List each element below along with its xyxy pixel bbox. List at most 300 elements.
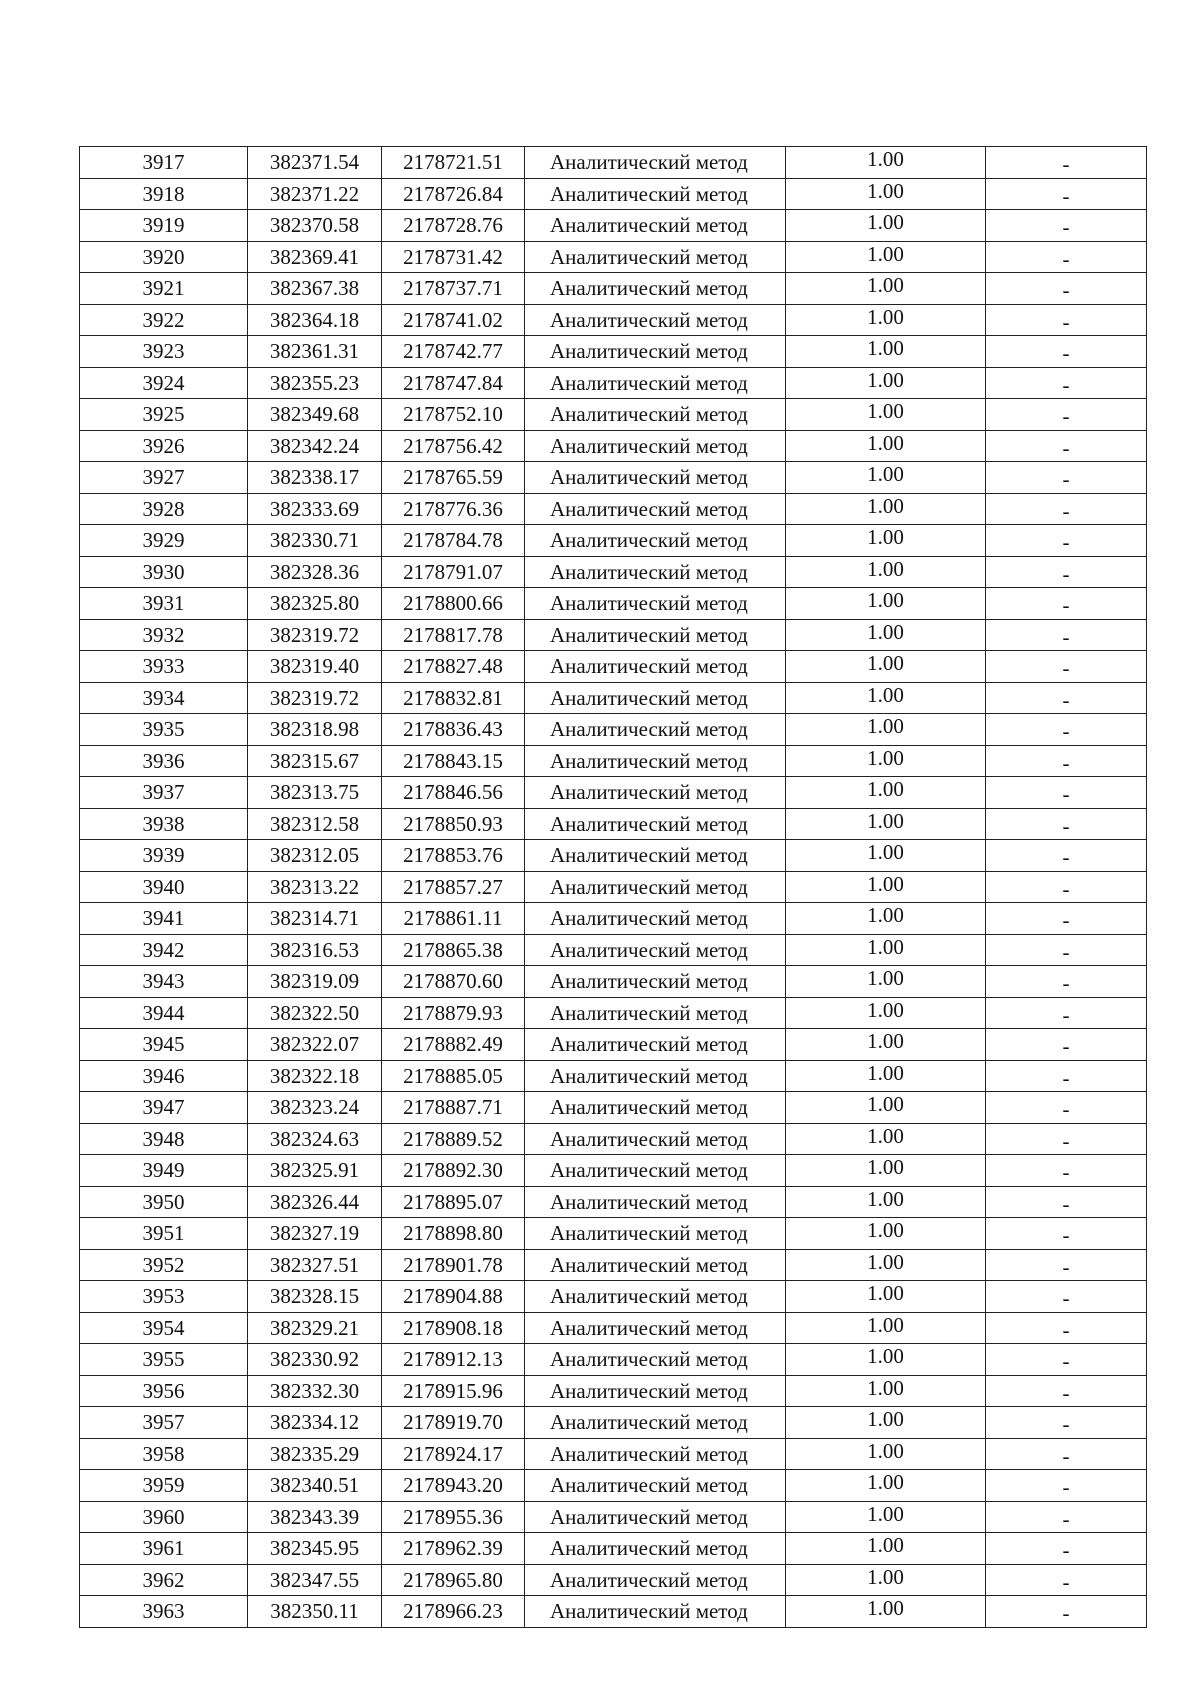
table-row	[80, 903, 1147, 935]
point-number-text: 3954	[142, 1315, 185, 1340]
accuracy-text: 1.00	[867, 871, 904, 896]
y-coordinate-cell	[382, 588, 525, 620]
x-coordinate-text: 382355.23	[269, 370, 360, 395]
y-coordinate-text: 2178892.30	[403, 1158, 503, 1183]
description-text: -	[1062, 1380, 1070, 1405]
x-coordinate-cell	[248, 210, 382, 242]
table-row	[80, 1407, 1147, 1439]
method-cell	[525, 1155, 786, 1187]
accuracy-text: 1.00	[867, 903, 904, 928]
x-coordinate-cell	[248, 934, 382, 966]
y-coordinate-cell	[382, 682, 525, 714]
description-cell	[986, 1249, 1147, 1281]
point-number-text: 3928	[142, 496, 185, 521]
x-coordinate-cell	[248, 1218, 382, 1250]
accuracy-cell	[786, 1060, 986, 1092]
method-cell	[525, 1564, 786, 1596]
point-number-text: 3940	[142, 874, 185, 899]
x-coordinate-cell	[248, 777, 382, 809]
table-row	[80, 1218, 1147, 1250]
x-coordinate-text: 382335.29	[269, 1441, 360, 1466]
y-coordinate-cell	[382, 1470, 525, 1502]
table-row	[80, 462, 1147, 494]
point-number-cell	[80, 903, 248, 935]
x-coordinate-cell	[248, 1123, 382, 1155]
point-number-text: 3958	[142, 1441, 185, 1466]
accuracy-text: 1.00	[867, 1596, 904, 1621]
accuracy-text: 1.00	[867, 556, 904, 581]
accuracy-cell	[786, 1186, 986, 1218]
table-row	[80, 777, 1147, 809]
point-number-cell	[80, 1596, 248, 1628]
accuracy-cell	[786, 462, 986, 494]
y-coordinate-text: 2178924.17	[403, 1441, 503, 1466]
x-coordinate-text: 382313.22	[269, 874, 360, 899]
point-number-cell	[80, 714, 248, 746]
accuracy-cell	[786, 714, 986, 746]
accuracy-text: 1.00	[867, 619, 904, 644]
description-cell	[986, 1186, 1147, 1218]
description-text: -	[1062, 530, 1070, 555]
description-text: -	[1062, 593, 1070, 618]
point-number-cell	[80, 1312, 248, 1344]
y-coordinate-text: 2178784.78	[403, 528, 503, 553]
method-cell	[525, 1375, 786, 1407]
y-coordinate-text: 2178791.07	[403, 559, 503, 584]
point-number-text: 3932	[142, 622, 185, 647]
description-cell	[986, 588, 1147, 620]
point-number-text: 3947	[142, 1095, 185, 1120]
y-coordinate-cell	[382, 1249, 525, 1281]
method-cell	[525, 1344, 786, 1376]
point-number-cell	[80, 1092, 248, 1124]
description-text: -	[1062, 1538, 1070, 1563]
description-text: -	[1062, 1349, 1070, 1374]
point-number-cell	[80, 462, 248, 494]
point-number-cell	[80, 493, 248, 525]
method-text: Аналитический метод	[550, 591, 748, 616]
point-number-text: 3959	[142, 1473, 185, 1498]
description-text: -	[1062, 782, 1070, 807]
point-number-cell	[80, 777, 248, 809]
method-cell	[525, 997, 786, 1029]
table-row	[80, 367, 1147, 399]
x-coordinate-text: 382338.17	[269, 465, 360, 490]
description-cell	[986, 651, 1147, 683]
point-number-text: 3917	[142, 150, 185, 175]
method-cell	[525, 1438, 786, 1470]
description-cell	[986, 745, 1147, 777]
accuracy-cell	[786, 966, 986, 998]
point-number-text: 3948	[142, 1126, 185, 1151]
method-text: Аналитический метод	[550, 1221, 748, 1246]
description-text: -	[1062, 215, 1070, 240]
accuracy-cell	[786, 1344, 986, 1376]
accuracy-cell	[786, 808, 986, 840]
method-cell	[525, 430, 786, 462]
x-coordinate-cell	[248, 1155, 382, 1187]
accuracy-cell	[786, 1407, 986, 1439]
point-number-cell	[80, 399, 248, 431]
y-coordinate-cell	[382, 210, 525, 242]
y-coordinate-text: 2178817.78	[403, 622, 503, 647]
method-text: Аналитический метод	[550, 1000, 748, 1025]
description-cell	[986, 966, 1147, 998]
y-coordinate-cell	[382, 1407, 525, 1439]
table-row	[80, 493, 1147, 525]
x-coordinate-text: 382371.54	[269, 150, 360, 175]
x-coordinate-text: 382333.69	[269, 496, 360, 521]
table-row	[80, 997, 1147, 1029]
x-coordinate-cell	[248, 336, 382, 368]
y-coordinate-cell	[382, 1344, 525, 1376]
accuracy-cell	[786, 1218, 986, 1250]
method-cell	[525, 934, 786, 966]
x-coordinate-text: 382319.72	[269, 685, 360, 710]
method-cell	[525, 147, 786, 179]
description-text: -	[1062, 183, 1070, 208]
point-number-text: 3920	[142, 244, 185, 269]
method-cell	[525, 1312, 786, 1344]
method-cell	[525, 1533, 786, 1565]
method-text: Аналитический метод	[550, 181, 748, 206]
y-coordinate-text: 2178943.20	[403, 1473, 503, 1498]
x-coordinate-text: 382371.22	[269, 181, 360, 206]
description-text: -	[1062, 467, 1070, 492]
point-number-text: 3923	[142, 339, 185, 364]
method-text: Аналитический метод	[550, 1158, 748, 1183]
x-coordinate-text: 382330.92	[269, 1347, 360, 1372]
y-coordinate-cell	[382, 1375, 525, 1407]
description-text: -	[1062, 656, 1070, 681]
description-text: -	[1062, 1160, 1070, 1185]
y-coordinate-text: 2178887.71	[403, 1095, 503, 1120]
description-cell	[986, 1123, 1147, 1155]
method-cell	[525, 1186, 786, 1218]
method-text: Аналитический метод	[550, 1063, 748, 1088]
y-coordinate-cell	[382, 493, 525, 525]
method-cell	[525, 808, 786, 840]
y-coordinate-text: 2178742.77	[403, 339, 503, 364]
accuracy-text: 1.00	[867, 1060, 904, 1085]
method-cell	[525, 871, 786, 903]
description-cell	[986, 336, 1147, 368]
method-text: Аналитический метод	[550, 1347, 748, 1372]
accuracy-cell	[786, 1281, 986, 1313]
y-coordinate-text: 2178846.56	[403, 780, 503, 805]
x-coordinate-text: 382361.31	[269, 339, 360, 364]
point-number-cell	[80, 556, 248, 588]
method-cell	[525, 178, 786, 210]
point-number-cell	[80, 1029, 248, 1061]
y-coordinate-cell	[382, 997, 525, 1029]
method-text: Аналитический метод	[550, 339, 748, 364]
coordinates-table-body	[80, 147, 1147, 1628]
x-coordinate-cell	[248, 1186, 382, 1218]
point-number-cell	[80, 1501, 248, 1533]
point-number-cell	[80, 588, 248, 620]
point-number-cell	[80, 1123, 248, 1155]
point-number-text: 3921	[142, 276, 185, 301]
y-coordinate-cell	[382, 336, 525, 368]
x-coordinate-cell	[248, 525, 382, 557]
y-coordinate-text: 2178865.38	[403, 937, 503, 962]
point-number-cell	[80, 1186, 248, 1218]
x-coordinate-cell	[248, 1596, 382, 1628]
description-text: -	[1062, 908, 1070, 933]
point-number-text: 3955	[142, 1347, 185, 1372]
accuracy-cell	[786, 997, 986, 1029]
point-number-text: 3933	[142, 654, 185, 679]
x-coordinate-cell	[248, 304, 382, 336]
accuracy-cell	[786, 588, 986, 620]
table-row	[80, 619, 1147, 651]
x-coordinate-text: 382332.30	[269, 1378, 360, 1403]
description-text: -	[1062, 971, 1070, 996]
x-coordinate-text: 382325.80	[269, 591, 360, 616]
y-coordinate-text: 2178776.36	[403, 496, 503, 521]
accuracy-text: 1.00	[867, 1281, 904, 1306]
y-coordinate-cell	[382, 808, 525, 840]
accuracy-cell	[786, 556, 986, 588]
y-coordinate-cell	[382, 1123, 525, 1155]
accuracy-text: 1.00	[867, 178, 904, 203]
point-number-cell	[80, 871, 248, 903]
y-coordinate-cell	[382, 619, 525, 651]
method-cell	[525, 1407, 786, 1439]
accuracy-text: 1.00	[867, 1249, 904, 1274]
point-number-text: 3936	[142, 748, 185, 773]
x-coordinate-text: 382329.21	[269, 1315, 360, 1340]
point-number-text: 3952	[142, 1252, 185, 1277]
point-number-text: 3930	[142, 559, 185, 584]
accuracy-text: 1.00	[867, 525, 904, 550]
y-coordinate-text: 2178843.15	[403, 748, 503, 773]
accuracy-cell	[786, 147, 986, 179]
description-text: -	[1062, 341, 1070, 366]
y-coordinate-cell	[382, 273, 525, 305]
accuracy-cell	[786, 241, 986, 273]
method-text: Аналитический метод	[550, 528, 748, 553]
description-cell	[986, 273, 1147, 305]
description-text: -	[1062, 498, 1070, 523]
point-number-cell	[80, 808, 248, 840]
accuracy-text: 1.00	[867, 714, 904, 739]
accuracy-text: 1.00	[867, 1438, 904, 1463]
x-coordinate-text: 382328.15	[269, 1284, 360, 1309]
point-number-text: 3960	[142, 1504, 185, 1529]
y-coordinate-cell	[382, 1281, 525, 1313]
x-coordinate-text: 382324.63	[269, 1126, 360, 1151]
accuracy-text: 1.00	[867, 588, 904, 613]
y-coordinate-cell	[382, 1438, 525, 1470]
table-row	[80, 556, 1147, 588]
y-coordinate-cell	[382, 525, 525, 557]
description-cell	[986, 493, 1147, 525]
accuracy-cell	[786, 273, 986, 305]
description-text: -	[1062, 309, 1070, 334]
table-row	[80, 871, 1147, 903]
accuracy-text: 1.00	[867, 493, 904, 518]
y-coordinate-cell	[382, 147, 525, 179]
description-text: -	[1062, 278, 1070, 303]
method-cell	[525, 399, 786, 431]
x-coordinate-text: 382327.19	[269, 1221, 360, 1246]
y-coordinate-text: 2178737.71	[403, 276, 503, 301]
x-coordinate-text: 382314.71	[269, 906, 360, 931]
method-cell	[525, 714, 786, 746]
point-number-text: 3953	[142, 1284, 185, 1309]
y-coordinate-text: 2178728.76	[403, 213, 503, 238]
x-coordinate-cell	[248, 1407, 382, 1439]
method-cell	[525, 966, 786, 998]
method-cell	[525, 1029, 786, 1061]
table-row	[80, 1596, 1147, 1628]
y-coordinate-text: 2178889.52	[403, 1126, 503, 1151]
x-coordinate-cell	[248, 1249, 382, 1281]
accuracy-text: 1.00	[867, 273, 904, 298]
table-row	[80, 1438, 1147, 1470]
y-coordinate-text: 2178756.42	[403, 433, 503, 458]
accuracy-text: 1.00	[867, 1155, 904, 1180]
y-coordinate-cell	[382, 871, 525, 903]
accuracy-cell	[786, 1470, 986, 1502]
point-number-cell	[80, 304, 248, 336]
method-text: Аналитический метод	[550, 843, 748, 868]
method-cell	[525, 462, 786, 494]
description-cell	[986, 1438, 1147, 1470]
x-coordinate-cell	[248, 966, 382, 998]
method-cell	[525, 1092, 786, 1124]
method-text: Аналитический метод	[550, 780, 748, 805]
method-text: Аналитический метод	[550, 622, 748, 647]
x-coordinate-text: 382319.40	[269, 654, 360, 679]
accuracy-text: 1.00	[867, 1533, 904, 1558]
method-cell	[525, 304, 786, 336]
accuracy-cell	[786, 493, 986, 525]
method-text: Аналитический метод	[550, 1284, 748, 1309]
y-coordinate-text: 2178747.84	[403, 370, 503, 395]
y-coordinate-text: 2178965.80	[403, 1567, 503, 1592]
description-text: -	[1062, 1317, 1070, 1342]
y-coordinate-cell	[382, 777, 525, 809]
point-number-cell	[80, 1060, 248, 1092]
method-text: Аналитический метод	[550, 213, 748, 238]
description-cell	[986, 840, 1147, 872]
accuracy-cell	[786, 178, 986, 210]
x-coordinate-cell	[248, 1375, 382, 1407]
point-number-cell	[80, 525, 248, 557]
point-number-text: 3926	[142, 433, 185, 458]
x-coordinate-cell	[248, 619, 382, 651]
table-row	[80, 525, 1147, 557]
y-coordinate-text: 2178901.78	[403, 1252, 503, 1277]
method-text: Аналитический метод	[550, 1504, 748, 1529]
point-number-text: 3934	[142, 685, 185, 710]
method-text: Аналитический метод	[550, 1599, 748, 1624]
x-coordinate-cell	[248, 903, 382, 935]
y-coordinate-text: 2178721.51	[403, 150, 503, 175]
table-row	[80, 934, 1147, 966]
y-coordinate-text: 2178765.59	[403, 465, 503, 490]
method-text: Аналитический метод	[550, 465, 748, 490]
method-cell	[525, 1123, 786, 1155]
accuracy-text: 1.00	[867, 210, 904, 235]
description-text: -	[1062, 1569, 1070, 1594]
description-cell	[986, 1155, 1147, 1187]
x-coordinate-cell	[248, 808, 382, 840]
point-number-text: 3929	[142, 528, 185, 553]
point-number-text: 3927	[142, 465, 185, 490]
y-coordinate-text: 2178904.88	[403, 1284, 503, 1309]
table-row	[80, 304, 1147, 336]
point-number-cell	[80, 934, 248, 966]
method-cell	[525, 1218, 786, 1250]
accuracy-text: 1.00	[867, 1123, 904, 1148]
description-text: -	[1062, 1065, 1070, 1090]
point-number-text: 3944	[142, 1000, 185, 1025]
x-coordinate-cell	[248, 273, 382, 305]
method-cell	[525, 210, 786, 242]
description-cell	[986, 525, 1147, 557]
method-text: Аналитический метод	[550, 370, 748, 395]
point-number-cell	[80, 1375, 248, 1407]
method-text: Аналитический метод	[550, 937, 748, 962]
description-cell	[986, 1060, 1147, 1092]
y-coordinate-cell	[382, 1186, 525, 1218]
method-text: Аналитический метод	[550, 150, 748, 175]
x-coordinate-cell	[248, 588, 382, 620]
table-row	[80, 147, 1147, 179]
description-cell	[986, 210, 1147, 242]
x-coordinate-text: 382326.44	[269, 1189, 360, 1214]
table-row	[80, 651, 1147, 683]
point-number-cell	[80, 430, 248, 462]
accuracy-cell	[786, 1438, 986, 1470]
point-number-cell	[80, 1218, 248, 1250]
y-coordinate-cell	[382, 714, 525, 746]
description-text: -	[1062, 624, 1070, 649]
accuracy-cell	[786, 1123, 986, 1155]
method-text: Аналитический метод	[550, 1536, 748, 1561]
x-coordinate-cell	[248, 1281, 382, 1313]
accuracy-text: 1.00	[867, 1312, 904, 1337]
point-number-text: 3945	[142, 1032, 185, 1057]
table-row	[80, 1312, 1147, 1344]
point-number-cell	[80, 1344, 248, 1376]
description-cell	[986, 399, 1147, 431]
point-number-cell	[80, 336, 248, 368]
accuracy-text: 1.00	[867, 462, 904, 487]
description-cell	[986, 241, 1147, 273]
accuracy-cell	[786, 745, 986, 777]
accuracy-cell	[786, 651, 986, 683]
description-text: -	[1062, 845, 1070, 870]
x-coordinate-text: 382319.72	[269, 622, 360, 647]
description-cell	[986, 462, 1147, 494]
y-coordinate-cell	[382, 178, 525, 210]
accuracy-text: 1.00	[867, 430, 904, 455]
accuracy-text: 1.00	[867, 147, 904, 172]
accuracy-text: 1.00	[867, 808, 904, 833]
y-coordinate-text: 2178962.39	[403, 1536, 503, 1561]
description-text: -	[1062, 561, 1070, 586]
y-coordinate-cell	[382, 934, 525, 966]
x-coordinate-text: 382350.11	[270, 1599, 359, 1624]
x-coordinate-cell	[248, 430, 382, 462]
description-cell	[986, 1407, 1147, 1439]
method-text: Аналитический метод	[550, 1410, 748, 1435]
